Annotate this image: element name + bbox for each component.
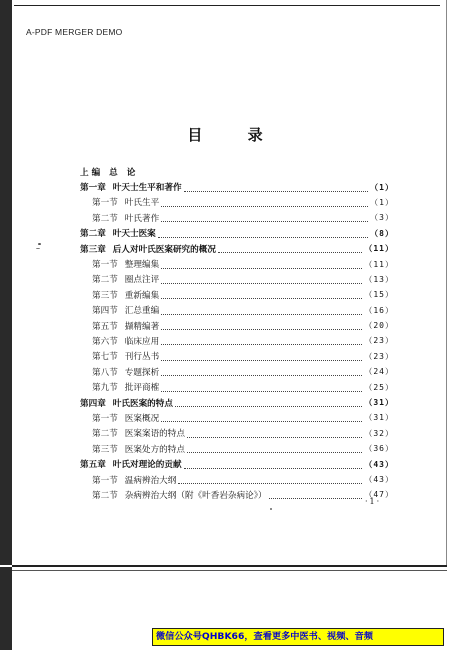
toc-entry-title: 临床应用 bbox=[124, 336, 160, 347]
toc-entry-label bbox=[92, 258, 159, 270]
toc-dot-leader bbox=[161, 258, 362, 269]
toc-entry-label bbox=[92, 412, 159, 424]
page-top-rule bbox=[14, 5, 440, 6]
toc-entry-number: 第九节 bbox=[92, 383, 118, 394]
toc-dot-leader bbox=[161, 211, 368, 222]
toc-entry-title: 叶天士医案 bbox=[112, 229, 156, 240]
toc-entry-title: 医案处方的特点 bbox=[124, 444, 185, 455]
toc-entry-number: 第六节 bbox=[92, 336, 118, 347]
scan-left-edge bbox=[0, 0, 12, 565]
toc-page-number: （31） bbox=[364, 413, 394, 423]
toc-entry-title: 专题探析 bbox=[124, 367, 160, 378]
toc-entry-label bbox=[92, 212, 159, 224]
toc-dot-leader bbox=[184, 458, 363, 469]
toc-entry-number: 第七节 bbox=[92, 352, 118, 363]
toc-entry-number: 第二节 bbox=[92, 429, 118, 440]
promo-banner: 微信公众号QHBK66，查看更多中医书、视频、音频 bbox=[152, 628, 444, 646]
toc-entry-title: 整理编集 bbox=[124, 260, 160, 271]
scan-left-edge-next-page bbox=[0, 567, 12, 650]
toc-page-number: （32） bbox=[364, 428, 394, 438]
toc-section-row bbox=[80, 287, 394, 302]
toc-entry-number: 第二节 bbox=[92, 213, 118, 224]
toc-entry-number: 第一节 bbox=[92, 198, 118, 209]
toc-entry-number: 第一节 bbox=[92, 260, 118, 271]
toc-entry-label bbox=[92, 427, 185, 439]
toc-chapter-row bbox=[80, 456, 394, 471]
toc-page-number: （36） bbox=[364, 444, 394, 454]
toc-section-row bbox=[80, 333, 394, 348]
toc-entry-number: 第一节 bbox=[92, 475, 118, 486]
toc-dot-leader bbox=[269, 488, 363, 499]
toc-dot-leader bbox=[218, 242, 362, 253]
toc-page-number: （11） bbox=[364, 259, 394, 269]
toc-section-row bbox=[80, 210, 394, 225]
toc-entry-number: 第一节 bbox=[92, 413, 118, 424]
toc-entry-number: 第八节 bbox=[92, 367, 118, 378]
toc-section-row bbox=[80, 349, 394, 364]
toc-entry-title: 重新编集 bbox=[124, 290, 160, 301]
toc-entry-label bbox=[92, 196, 159, 208]
toc-dot-leader bbox=[161, 411, 362, 422]
toc-entry-number: 第五章 bbox=[80, 460, 106, 471]
watermark-text: A-PDF MERGER DEMO bbox=[26, 27, 123, 37]
toc-entry-title: 医案案语的特点 bbox=[124, 429, 185, 440]
toc-entry-title: 刊行丛书 bbox=[124, 352, 160, 363]
table-of-contents bbox=[80, 164, 394, 503]
toc-entry-number: 第五节 bbox=[92, 321, 118, 332]
toc-entry-label bbox=[92, 273, 159, 285]
toc-entry-number: 第三章 bbox=[80, 244, 106, 255]
page-number: ·1· bbox=[365, 497, 382, 506]
toc-page-number: （43） bbox=[364, 459, 394, 469]
toc-entry-label bbox=[92, 350, 159, 362]
toc-section-row bbox=[80, 364, 394, 379]
toc-part-row bbox=[80, 164, 394, 179]
toc-entry-label bbox=[92, 366, 159, 378]
toc-entry-title: 叶氏著作 bbox=[124, 213, 160, 224]
toc-entry-title: 温病辨治大纲 bbox=[124, 475, 177, 486]
toc-dot-leader bbox=[161, 334, 362, 345]
toc-page-number: （31） bbox=[364, 398, 394, 408]
toc-entry-label bbox=[92, 443, 185, 455]
toc-entry-label bbox=[92, 304, 159, 316]
toc-entry-number: 第二节 bbox=[92, 490, 118, 501]
scan-speck bbox=[36, 248, 40, 249]
toc-chapter-row bbox=[80, 395, 394, 410]
toc-entry-number: 第四节 bbox=[92, 306, 118, 317]
toc-dot-leader bbox=[158, 227, 368, 238]
page-break-rule bbox=[12, 565, 447, 567]
toc-entry-label bbox=[80, 181, 182, 193]
toc-entry-label bbox=[80, 166, 138, 178]
toc-dot-leader bbox=[161, 304, 362, 315]
toc-page-number: （11） bbox=[364, 244, 394, 254]
toc-section-row bbox=[80, 472, 394, 487]
toc-page-number: （23） bbox=[364, 336, 394, 346]
toc-entry-number: 第四章 bbox=[80, 398, 106, 409]
toc-entry-title: 杂病辨治大纲（附《叶香岩杂病论》） bbox=[124, 490, 267, 501]
toc-entry-label bbox=[92, 474, 176, 486]
toc-entry-label bbox=[80, 458, 182, 470]
page-break-rule-thin bbox=[12, 570, 447, 571]
toc-entry-title: 叶天士生平和著作 bbox=[112, 183, 182, 194]
toc-chapter-row bbox=[80, 241, 394, 256]
toc-dot-leader bbox=[187, 442, 362, 453]
toc-entry-label bbox=[80, 243, 216, 255]
toc-page-number: （8） bbox=[370, 228, 394, 238]
toc-page-number: （13） bbox=[364, 274, 394, 284]
toc-entry-number: 第二章 bbox=[80, 229, 106, 240]
toc-dot-leader bbox=[175, 396, 362, 407]
toc-entry-label bbox=[92, 320, 159, 332]
toc-entry-title: 叶氏对理论的贡献 bbox=[112, 460, 182, 471]
toc-entry-label bbox=[92, 335, 159, 347]
page-right-edge bbox=[446, 0, 447, 565]
toc-dot-leader bbox=[161, 381, 362, 392]
toc-entry-title: 叶氏医案的特点 bbox=[112, 398, 173, 409]
toc-page-number: （20） bbox=[364, 321, 394, 331]
toc-page-number: （1） bbox=[370, 197, 394, 207]
toc-entry-title: 汇总重编 bbox=[124, 306, 160, 317]
toc-dot-leader bbox=[184, 181, 369, 192]
toc-page-number: （23） bbox=[364, 351, 394, 361]
toc-dot-leader bbox=[187, 427, 362, 438]
toc-dot-leader bbox=[161, 365, 362, 376]
toc-entry-label bbox=[92, 289, 159, 301]
toc-chapter-row bbox=[80, 226, 394, 241]
toc-entry-label bbox=[92, 489, 267, 501]
toc-entry-title: 后人对叶氏医案研究的概况 bbox=[112, 244, 216, 255]
toc-entry-title: 医案概况 bbox=[124, 413, 160, 424]
toc-section-row bbox=[80, 303, 394, 318]
toc-section-row bbox=[80, 410, 394, 425]
toc-section-row bbox=[80, 426, 394, 441]
toc-entry-title: 上编 总 论 bbox=[80, 167, 139, 178]
toc-dot-leader bbox=[161, 319, 362, 330]
toc-entry-title: 圈点注评 bbox=[124, 275, 160, 286]
toc-section-row bbox=[80, 256, 394, 271]
toc-section-row bbox=[80, 272, 394, 287]
toc-section-row bbox=[80, 441, 394, 456]
toc-entry-label bbox=[92, 381, 159, 393]
toc-dot-leader bbox=[161, 196, 368, 207]
toc-entry-title: 撷精编著 bbox=[124, 321, 160, 332]
toc-entry-number: 第一章 bbox=[80, 183, 106, 194]
toc-entry-title: 叶氏生平 bbox=[124, 198, 160, 209]
toc-entry-number: 第三节 bbox=[92, 290, 118, 301]
page-title: 目 录 bbox=[187, 126, 283, 144]
toc-chapter-row bbox=[80, 179, 394, 194]
toc-page-number: （3） bbox=[370, 213, 394, 223]
toc-page-number: （1） bbox=[370, 182, 394, 192]
toc-entry-number: 第二节 bbox=[92, 275, 118, 286]
toc-page-number: （15） bbox=[364, 290, 394, 300]
toc-page-number: （43） bbox=[364, 475, 394, 484]
toc-dot-leader bbox=[178, 473, 362, 484]
toc-dot-leader bbox=[161, 350, 362, 361]
scan-speck bbox=[270, 508, 272, 510]
toc-entry-number: 第三节 bbox=[92, 444, 118, 455]
toc-section-row bbox=[80, 195, 394, 210]
toc-page-number: （16） bbox=[364, 305, 394, 315]
toc-page-number: （24） bbox=[364, 367, 394, 377]
toc-entry-title: 批评商榷 bbox=[124, 383, 160, 394]
toc-entry-label bbox=[80, 397, 173, 409]
scan-speck bbox=[38, 243, 41, 245]
toc-section-row bbox=[80, 318, 394, 333]
toc-page-number: （47） bbox=[364, 490, 394, 500]
toc-section-row bbox=[80, 487, 394, 502]
toc-page-number: （25） bbox=[364, 382, 394, 392]
toc-entry-label bbox=[80, 227, 156, 239]
toc-section-row bbox=[80, 379, 394, 394]
toc-dot-leader bbox=[161, 288, 362, 299]
toc-dot-leader bbox=[161, 273, 362, 284]
